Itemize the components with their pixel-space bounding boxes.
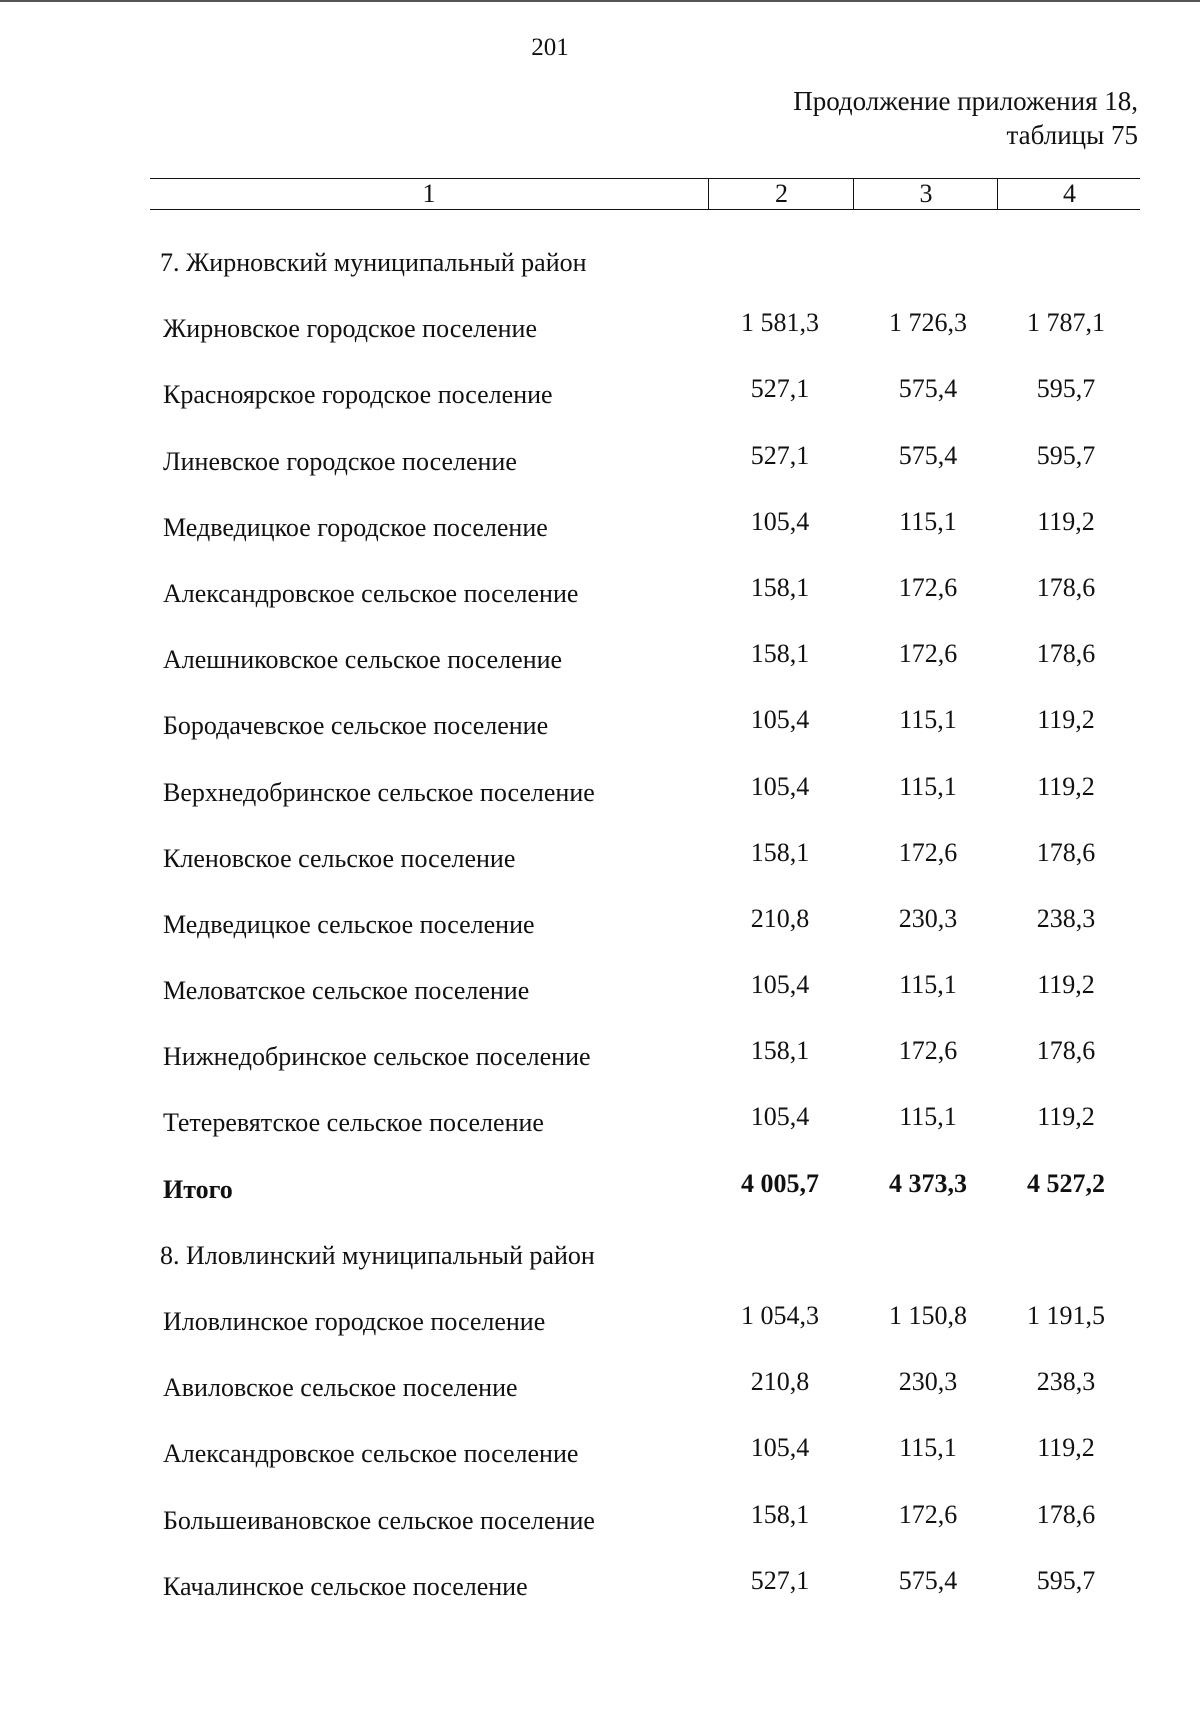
value-col-3: 115,1	[899, 771, 957, 801]
table-row	[0, 1367, 1200, 1433]
value-col-3: 115,1	[899, 705, 957, 735]
table-row	[0, 1433, 1200, 1499]
value-col-2: 105,4	[750, 1102, 810, 1132]
value-col-3: 172,6	[898, 572, 958, 602]
value-col-3: 115,1	[899, 1102, 957, 1132]
column-header-4: 4	[997, 179, 1141, 209]
value-col-2: 158,1	[750, 837, 810, 867]
value-col-2: 158,1	[750, 572, 810, 602]
table-row	[0, 838, 1200, 904]
row-label: Жирновское городское поселение	[163, 314, 538, 344]
value-col-4: 595,7	[1036, 1565, 1096, 1595]
value-col-3: 4 373,3	[889, 1168, 967, 1198]
table-row	[0, 1500, 1200, 1566]
value-col-2: 158,1	[750, 639, 810, 669]
value-col-2: 527,1	[750, 1565, 810, 1595]
value-col-4: 238,3	[1036, 1367, 1096, 1397]
row-label: Александровское сельское поселение	[163, 578, 579, 608]
value-col-2: 105,4	[750, 705, 810, 735]
row-label: Тетеревятское сельское поселение	[163, 1108, 544, 1138]
value-col-2: 1 054,3	[741, 1301, 819, 1330]
value-col-2: 210,8	[750, 903, 810, 933]
value-col-4: 1 787,1	[1027, 308, 1105, 338]
value-col-2: 158,1	[750, 1499, 810, 1529]
table-row	[0, 772, 1200, 838]
value-col-4: 178,6	[1036, 837, 1096, 867]
value-col-2: 105,4	[750, 506, 810, 536]
page-number: 201	[531, 34, 569, 61]
value-col-4: 119,2	[1037, 771, 1095, 801]
row-label: Красноярское городское поселение	[163, 380, 553, 410]
section-title: 8. Иловлинский муниципальный район	[160, 1240, 595, 1270]
value-col-4: 119,2	[1037, 506, 1095, 536]
value-col-4: 119,2	[1037, 1102, 1095, 1132]
value-col-4: 1 191,5	[1027, 1301, 1105, 1330]
value-col-3: 172,6	[898, 837, 958, 867]
value-col-4: 178,6	[1036, 639, 1096, 669]
value-col-3: 575,4	[898, 440, 958, 470]
table-row	[0, 507, 1200, 573]
row-label: Бородачевское сельское поселение	[163, 711, 549, 741]
value-col-2: 105,4	[750, 970, 810, 1000]
row-label: Кленовское сельское поселение	[163, 843, 516, 873]
value-col-4: 595,7	[1036, 374, 1096, 404]
value-col-4: 178,6	[1036, 1499, 1096, 1529]
row-label: Авиловское сельское поселение	[163, 1373, 518, 1403]
table-row	[0, 1036, 1200, 1102]
table-row	[0, 1102, 1200, 1168]
value-col-4: 119,2	[1037, 705, 1095, 735]
value-col-4: 4 527,2	[1027, 1168, 1105, 1198]
value-col-3: 230,3	[898, 1367, 958, 1397]
table-header	[150, 178, 1140, 210]
value-col-3: 172,6	[898, 639, 958, 669]
value-col-3: 230,3	[898, 903, 958, 933]
continuation-line-2: таблицы 75	[1006, 120, 1138, 150]
value-col-3: 575,4	[898, 1565, 958, 1595]
value-col-4: 178,6	[1036, 572, 1096, 602]
value-col-2: 527,1	[750, 374, 810, 404]
value-col-2: 158,1	[750, 1036, 810, 1066]
table-row	[0, 705, 1200, 771]
value-col-3: 115,1	[899, 970, 957, 1000]
value-col-4: 178,6	[1036, 1036, 1096, 1066]
table-row	[0, 904, 1200, 970]
row-label: Медведицкое сельское поселение	[163, 909, 535, 939]
value-col-4: 119,2	[1037, 970, 1095, 1000]
row-label: Итого	[163, 1174, 233, 1204]
row-label: Александровское сельское поселение	[163, 1439, 579, 1469]
column-header-2: 2	[708, 179, 854, 209]
row-label: Качалинское сельское поселение	[163, 1571, 528, 1601]
value-col-2: 105,4	[750, 1433, 810, 1463]
table-row	[0, 573, 1200, 639]
continuation-line-1: Продолжение приложения 18,	[793, 86, 1138, 116]
value-col-3: 172,6	[898, 1036, 958, 1066]
page-top-edge	[0, 0, 1200, 2]
value-col-2: 210,8	[750, 1367, 810, 1397]
value-col-4: 238,3	[1036, 903, 1096, 933]
value-col-4: 119,2	[1037, 1433, 1095, 1463]
table-row	[0, 374, 1200, 440]
row-label: Верхнедобринское сельское поселение	[163, 777, 595, 807]
total-row	[0, 1169, 1200, 1235]
row-label: Большеивановское сельское поселение	[163, 1505, 595, 1535]
value-col-3: 1 726,3	[889, 308, 967, 338]
value-col-3: 115,1	[899, 1433, 957, 1463]
value-col-2: 4 005,7	[741, 1168, 819, 1198]
value-col-3: 1 150,8	[889, 1301, 967, 1330]
table-row	[0, 970, 1200, 1036]
table-row	[0, 441, 1200, 507]
section-title: 7. Жирновский муниципальный район	[160, 248, 587, 277]
column-header-3: 3	[853, 179, 998, 209]
table-row	[0, 1301, 1200, 1367]
table-row	[0, 308, 1200, 374]
row-label: Алешниковское сельское поселение	[163, 645, 563, 675]
row-label: Линевское городское поселение	[163, 446, 517, 476]
table-row	[0, 639, 1200, 705]
value-col-3: 172,6	[898, 1499, 958, 1529]
table-row	[0, 1566, 1200, 1632]
row-label: Иловлинское городское поселение	[163, 1307, 546, 1336]
row-label: Нижнедобринское сельское поселение	[163, 1042, 591, 1072]
row-label: Меловатское сельское поселение	[163, 976, 530, 1006]
value-col-2: 527,1	[750, 440, 810, 470]
section-heading-row	[0, 242, 1200, 308]
value-col-3: 115,1	[899, 506, 957, 536]
value-col-2: 1 581,3	[741, 308, 819, 338]
value-col-2: 105,4	[750, 771, 810, 801]
continuation-note	[793, 84, 1138, 152]
value-col-4: 595,7	[1036, 440, 1096, 470]
value-col-3: 575,4	[898, 374, 958, 404]
table-body	[0, 242, 1200, 1632]
row-label: Медведицкое городское поселение	[163, 512, 548, 542]
section-heading-row	[0, 1235, 1200, 1301]
column-header-1: 1	[422, 179, 436, 208]
